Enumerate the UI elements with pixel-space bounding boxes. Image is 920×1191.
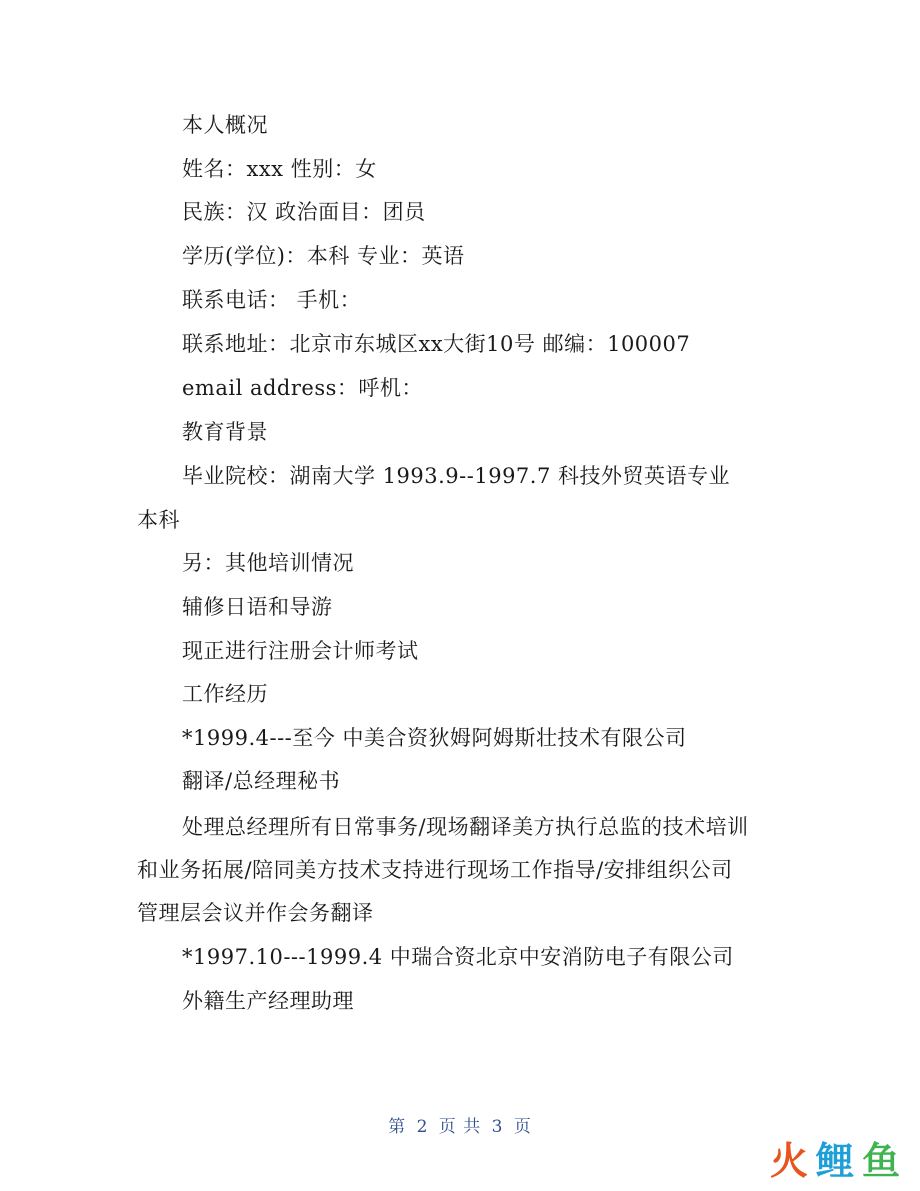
text-line: 学历(学位)：本科 专业：英语: [182, 244, 465, 268]
text-line: 联系地址：北京市东城区xx大街10号 邮编：100007: [182, 332, 691, 356]
watermark-char: 鲤: [815, 1139, 856, 1183]
text-line: 和业务拓展/陪同美方技术支持进行现场工作指导/安排组织公司: [137, 858, 733, 882]
section-heading-profile: 本人概况: [182, 113, 268, 137]
page-label-suffix: 页: [513, 1117, 532, 1137]
current-page-number: 2: [416, 1117, 429, 1137]
text-line: 姓名：xxx 性别：女: [182, 157, 377, 181]
text-line: *1999.4---至今 中美合资狄姆阿姆斯壮技术有限公司: [182, 726, 687, 750]
text-line: 另：其他培训情况: [182, 551, 354, 575]
section-heading-education: 教育背景: [182, 420, 268, 444]
text-line: 联系电话： 手机：: [182, 288, 362, 312]
watermark-char: 鱼: [861, 1139, 902, 1183]
watermark-char: 火: [769, 1139, 810, 1183]
text-line: email address：呼机：: [182, 376, 423, 400]
total-pages-number: 3: [491, 1117, 504, 1137]
text-line: 现正进行注册会计师考试: [182, 639, 419, 663]
text-line: 处理总经理所有日常事务/现场翻译美方执行总监的技术培训: [182, 815, 749, 839]
text-line: 辅修日语和导游: [182, 595, 333, 619]
watermark-logo: [770, 1130, 902, 1185]
page-label-mid: 页 共: [438, 1117, 482, 1137]
text-line: 管理层会议并作会务翻译: [137, 901, 374, 925]
section-heading-work: 工作经历: [182, 682, 268, 706]
page-label-prefix: 第: [388, 1117, 407, 1137]
text-line: *1997.10---1999.4 中瑞合资北京中安消防电子有限公司: [182, 945, 734, 969]
text-line: 外籍生产经理助理: [182, 989, 354, 1013]
text-line: 民族：汉 政治面目：团员: [182, 200, 426, 224]
text-line: 本科: [137, 508, 180, 532]
text-line: 翻译/总经理秘书: [182, 769, 341, 793]
text-line: 毕业院校：湖南大学 1993.9--1997.7 科技外贸英语专业: [182, 464, 730, 488]
